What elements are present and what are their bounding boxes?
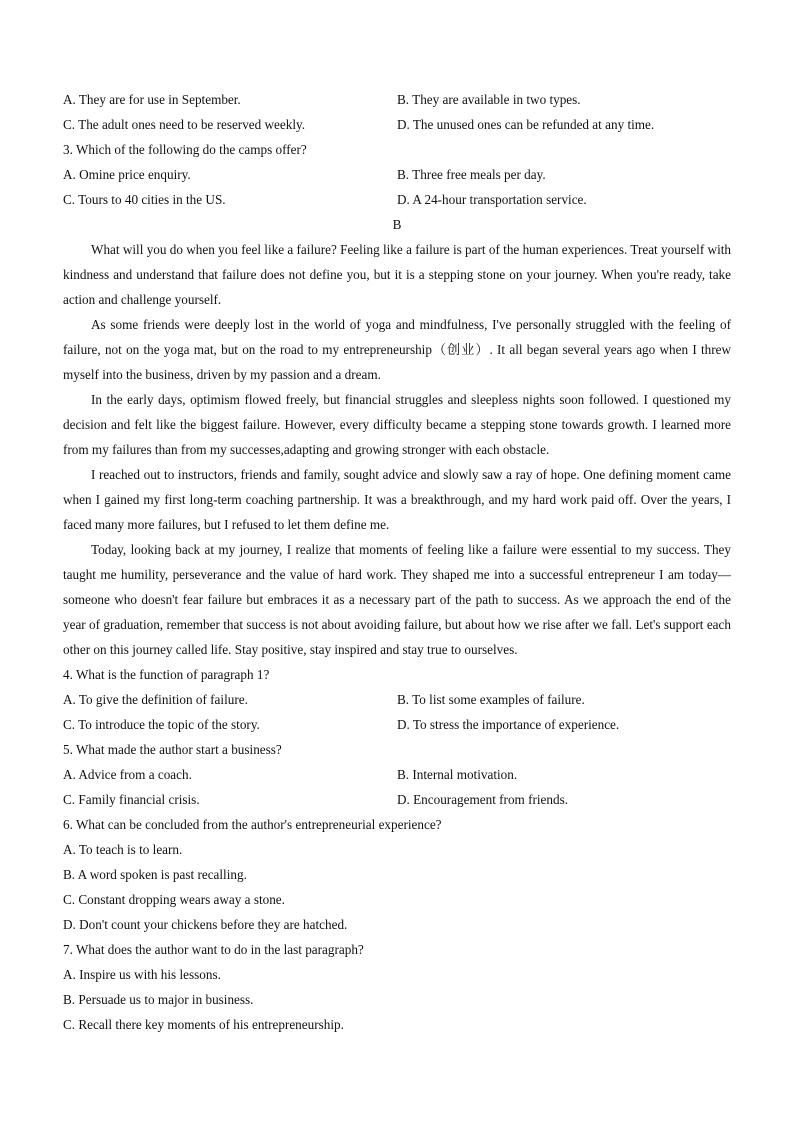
q4-option-d: D. To stress the importance of experience. <box>397 717 620 732</box>
q7-option-a: A. Inspire us with his lessons. <box>63 967 221 982</box>
q3-option-c: C. Tours to 40 cities in the US. <box>63 192 226 207</box>
q4-option-c: C. To introduce the topic of the story. <box>63 717 260 732</box>
q7-question: 7. What does the author want to do in the last paragraph? <box>63 942 364 957</box>
q3-question: 3. Which of the following do the camps offer? <box>63 142 307 157</box>
q2-option-d: D. The unused ones can be refunded at any time. <box>397 117 655 132</box>
q4-question: 4. What is the function of paragraph 1? <box>63 667 270 682</box>
q6-question: 6. What can be concluded from the author's entrepreneurial experience? <box>63 817 442 832</box>
q5-options-row-1 <box>63 762 731 787</box>
q2-option-a: A. They are for use in September. <box>63 92 241 107</box>
section-label: B <box>392 217 402 232</box>
passage-paragraph-4: I reached out to instructors, friends and family, sought advice and slowly saw a ray of hope. One defining moment came when I gained my first long-term coaching partnership. It was a breakthrough, and my hard work paid off. Over the years, I faced many more failures, but I refused to let them define me. <box>63 467 731 532</box>
passage-paragraph-3: In the early days, optimism flowed freely, but financial struggles and sleepless nights soon followed. I questioned my decision and felt like the biggest failure. However, every difficulty became a stepping stone towards growth. I learned more from my failures than from my successes,adapting and growing stronger with each obstacle. <box>63 392 731 457</box>
q6-option-b: B. A word spoken is past recalling. <box>63 867 247 882</box>
passage-paragraph-5: Today, looking back at my journey, I realize that moments of feeling like a failure were essential to my success. They taught me humility, perseverance and the value of hard work. They shaped me into a successful entrepreneur I am today—someone who doesn't fear failure but embraces it as a necessary part of the path to success. As we approach the end of the year of graduation, remember that success is not about avoiding failure, but about how we rise after we fall. Let's support each other on this journey called life. Stay positive, stay inspired and stay true to ourselves. <box>63 542 731 657</box>
q3-option-d: D. A 24-hour transportation service. <box>397 192 587 207</box>
q5-option-d: D. Encouragement from friends. <box>397 792 569 807</box>
q6-option-d: D. Don't count your chickens before they are hatched. <box>63 917 348 932</box>
q5-option-b: B. Internal motivation. <box>397 767 518 782</box>
q4-option-a: A. To give the definition of failure. <box>63 692 248 707</box>
passage-paragraph-1: What will you do when you feel like a failure? Feeling like a failure is part of the human experiences. Treat yourself with kindness and understand that failure does not define you, but it is a stepping stone on your journey. When you're ready, take action and challenge yourself. <box>63 242 731 307</box>
q2-options-row-2 <box>63 112 731 137</box>
q7-option-b: B. Persuade us to major in business. <box>63 992 254 1007</box>
q2-options-row-1 <box>63 87 731 112</box>
q6-option-a: A. To teach is to learn. <box>63 842 183 857</box>
q5-option-c: C. Family financial crisis. <box>63 792 200 807</box>
q3-option-a: A. Omine price enquiry. <box>63 167 191 182</box>
exam-page <box>63 87 731 1037</box>
q2-option-c: C. The adult ones need to be reserved weekly. <box>63 117 306 132</box>
q5-option-a: A. Advice from a coach. <box>63 767 192 782</box>
q7-option-c: C. Recall there key moments of his entrepreneurship. <box>63 1017 344 1032</box>
q6-option-c: C. Constant dropping wears away a stone. <box>63 892 285 907</box>
q5-question: 5. What made the author start a business? <box>63 742 282 757</box>
q2-option-b: B. They are available in two types. <box>397 92 581 107</box>
q5-options-row-2 <box>63 787 731 812</box>
q4-option-b: B. To list some examples of failure. <box>397 692 585 707</box>
q4-options-row-2 <box>63 712 731 737</box>
q3-option-b: B. Three free meals per day. <box>397 167 546 182</box>
passage-paragraph-2: As some friends were deeply lost in the world of yoga and mindfulness, I've personally struggled with the feeling of failure, not on the yoga mat, but on the road to my entrepreneurship（创业）. It all began several years ago when I threw myself into the business, driven by my passion and a dream. <box>63 317 731 382</box>
q3-options-row-2 <box>63 187 731 212</box>
q3-options-row-1 <box>63 162 731 187</box>
q4-options-row-1 <box>63 687 731 712</box>
